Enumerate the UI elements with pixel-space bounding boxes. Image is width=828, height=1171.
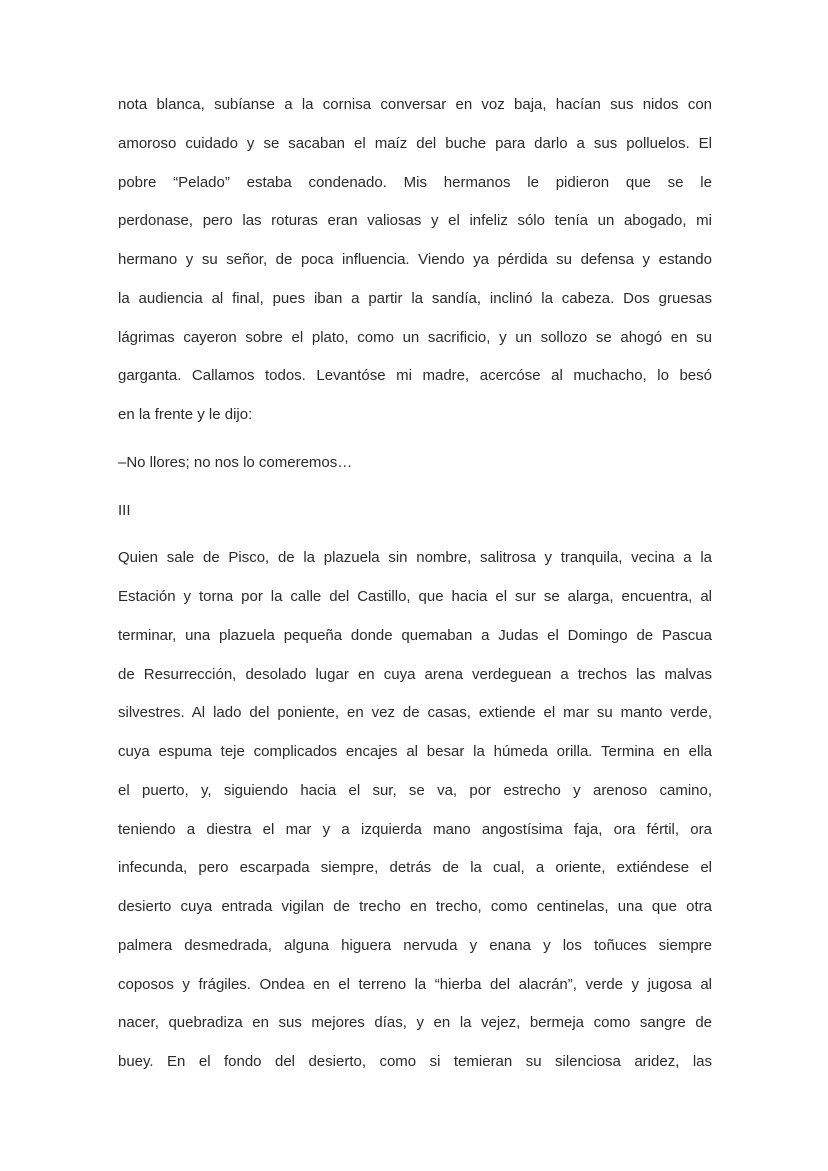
text-line: terminar, una plazuela pequeña donde quemaban a Judas el Domingo de Pascua: [118, 626, 712, 644]
text-line: desierto cuya entrada vigilan de trecho en trecho, como centinelas, una que otra: [118, 898, 712, 915]
text-line: la audiencia al final, pues iban a partir la sandía, inclinó la cabeza. Dos gruesas: [118, 289, 712, 307]
text-line: el puerto, y, siguiendo hacia el sur, se va, por estrecho y arenoso camino,: [118, 781, 712, 799]
text-line: Quien sale de Pisco, de la plazuela sin nombre, salitrosa y tranquila, vecina a la: [118, 549, 712, 567]
paragraph-4: [118, 539, 712, 1082]
text-line: teniendo a diestra el mar y a izquierda mano angostísima faja, ora fértil, ora: [118, 820, 712, 838]
text-line: coposos y frágiles. Ondea en el terreno la “hierba del alacrán”, verde y jugosa al: [118, 975, 712, 993]
text-line: –No llores; no nos lo comeremos…: [118, 453, 353, 471]
text-content: [118, 86, 712, 1082]
text-line: nota blanca, subíanse a la cornisa conversar en voz baja, hacían sus nidos con: [118, 96, 712, 113]
text-line: de Resurrección, desolado lugar en cuya arena verdeguean a trechos las malvas: [118, 665, 712, 683]
text-line: garganta. Callamos todos. Levantóse mi madre, acercóse al muchacho, lo besó: [118, 367, 712, 385]
text-line: infecunda, pero escarpada siempre, detrás de la cual, a oriente, extiéndese el: [118, 859, 712, 877]
text-line: silvestres. Al lado del poniente, en vez de casas, extiende el mar su manto verde,: [118, 704, 712, 722]
text-line: Estación y torna por la calle del Castillo, que hacia el sur se alarga, encuentra, al: [118, 588, 712, 605]
text-line: pobre “Pelado” estaba condenado. Mis hermanos le pidieron que se le: [118, 173, 712, 191]
paragraph-3-section-heading: [118, 492, 712, 531]
paragraph-2-dialogue: [118, 444, 712, 483]
section-number: III: [118, 501, 131, 519]
text-line: cuya espuma teje complicados encajes al besar la húmeda orilla. Termina en ella: [118, 743, 712, 760]
paragraph-1: [118, 86, 712, 435]
text-line: hermano y su señor, de poca influencia. Viendo ya pérdida su defensa y estando: [118, 251, 712, 268]
text-line: perdonase, pero las roturas eran valiosas y el infeliz sólo tenía un abogado, mi: [118, 212, 712, 230]
text-line: buey. En el fondo del desierto, como si temieran su silenciosa aridez, las: [118, 1053, 712, 1070]
text-line: amoroso cuidado y se sacaban el maíz del buche para darlo a sus polluelos. El: [118, 134, 712, 152]
text-line: en la frente y le dijo:: [118, 406, 253, 423]
text-line: nacer, quebradiza en sus mejores días, y en la vejez, bermeja como sangre de: [118, 1014, 712, 1032]
text-line: palmera desmedrada, alguna higuera nervuda y enana y los toñuces siempre: [118, 936, 712, 954]
text-line: lágrimas cayeron sobre el plato, como un sacrificio, y un sollozo se ahogó en su: [118, 328, 712, 346]
